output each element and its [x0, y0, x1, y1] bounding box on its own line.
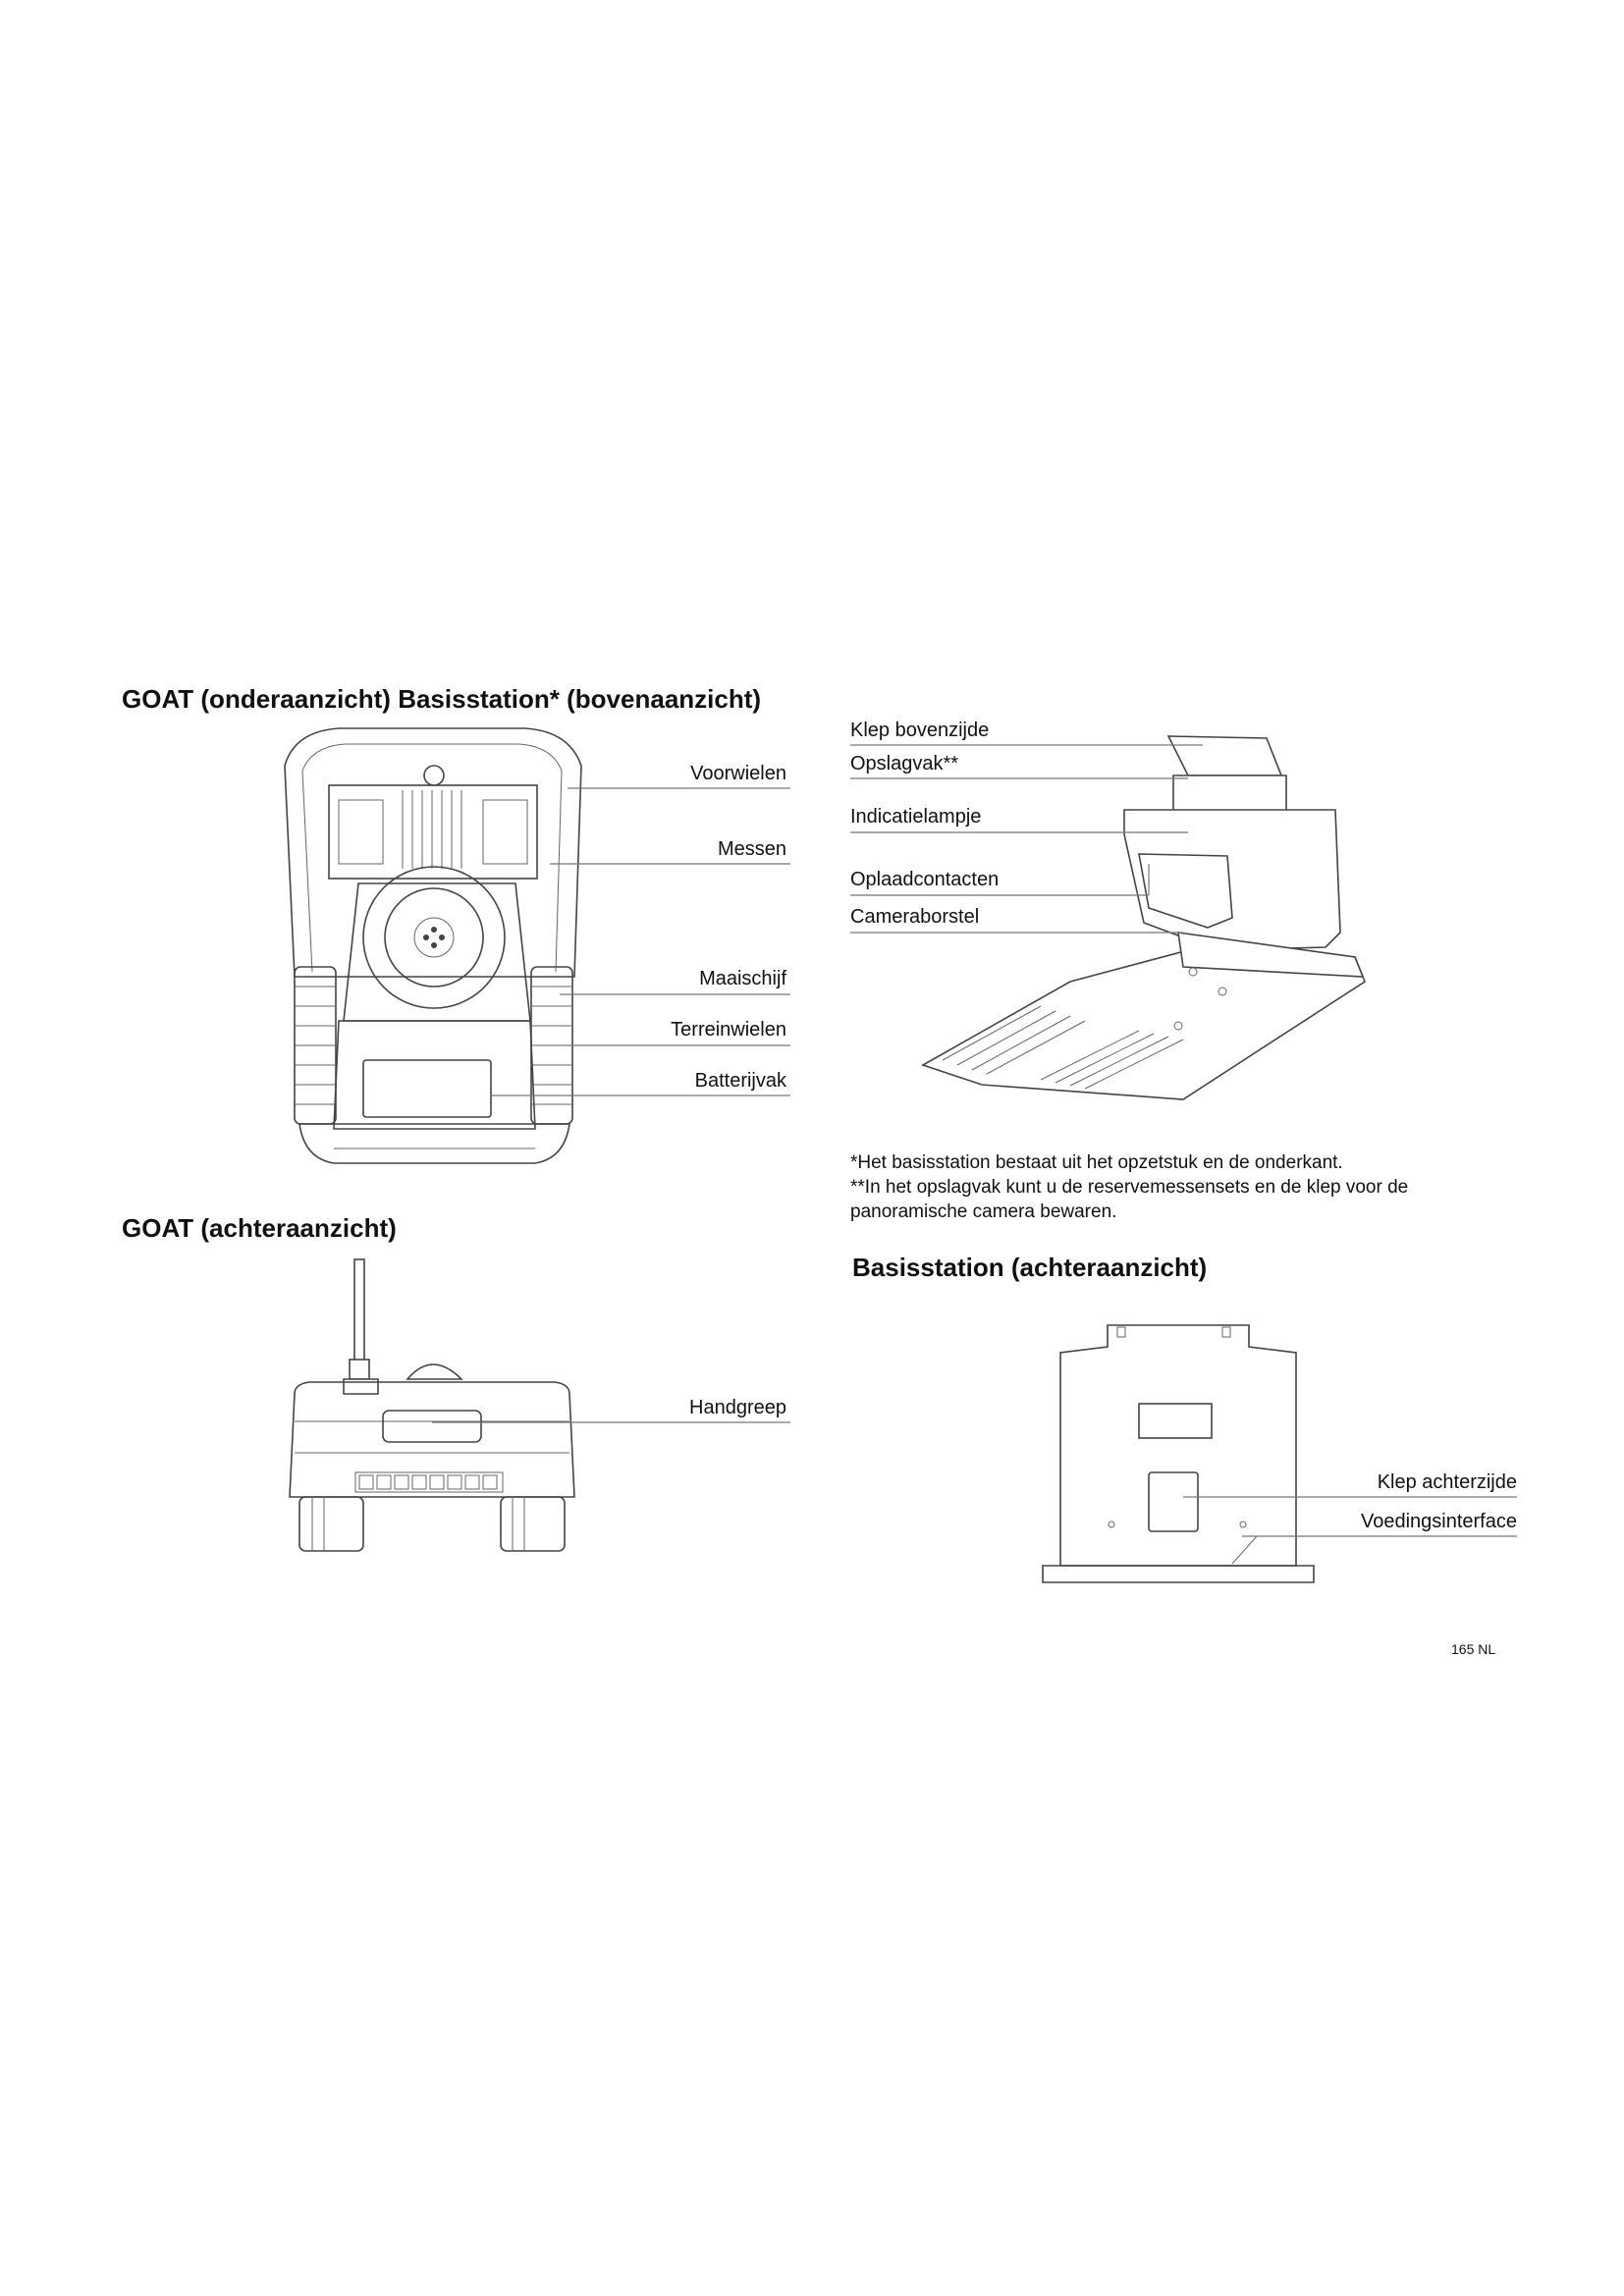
footnotes — [850, 1150, 1408, 1224]
label-messen: Messen — [717, 838, 786, 860]
label-voedingsinterface: Voedingsinterface — [1360, 1511, 1517, 1532]
page-number: 165 NL — [1451, 1641, 1496, 1657]
label-handgreep: Handgreep — [689, 1397, 786, 1418]
label-opslagvak: Opslagvak** — [850, 753, 959, 774]
station-top-illustration — [923, 736, 1365, 1099]
footnote-line-3: panoramische camera bewaren. — [850, 1201, 1117, 1222]
heading-goat-bottom: GOAT (onderaanzicht) Basisstation* (bovenaanzicht) — [122, 684, 762, 714]
label-terreinwielen: Terreinwielen — [671, 1019, 786, 1041]
footnote-line-1: *Het basisstation bestaat uit het opzetstuk en de onderkant. — [850, 1152, 1343, 1173]
label-indicatielampje: Indicatielampje — [850, 806, 982, 828]
footnote-line-2: **In het opslagvak kunt u de reservemessensets en de klep voor de — [850, 1177, 1409, 1198]
label-cameraborstel: Cameraborstel — [850, 906, 980, 928]
label-batterijvak: Batterijvak — [694, 1070, 786, 1092]
label-oplaadcontacten: Oplaadcontacten — [850, 869, 1000, 890]
label-voorwielen: Voorwielen — [690, 763, 786, 784]
label-maaischijf: Maaischijf — [699, 968, 786, 989]
label-klep-bovenzijde: Klep bovenzijde — [850, 720, 990, 741]
heading-station-rear: Basisstation (achteraanzicht) — [852, 1253, 1208, 1282]
goat-bottom-illustration — [285, 728, 581, 1163]
heading-goat-rear: GOAT (achteraanzicht) — [122, 1213, 397, 1243]
goat-rear-illustration — [290, 1259, 574, 1551]
station-rear-illustration — [1043, 1325, 1314, 1582]
label-klep-achterzijde: Klep achterzijde — [1377, 1471, 1517, 1493]
